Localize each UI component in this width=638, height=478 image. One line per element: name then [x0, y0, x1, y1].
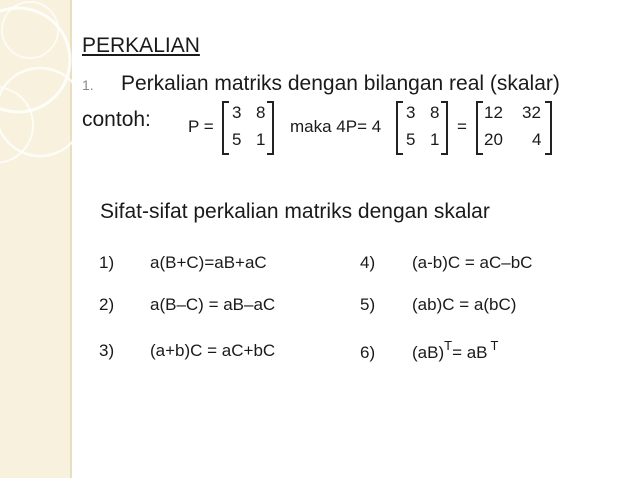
decorative-swirl-graphic — [0, 0, 72, 478]
property-number: 2) — [99, 295, 115, 314]
property-formula — [412, 338, 499, 363]
slide-title: PERKALIAN — [82, 34, 200, 57]
matrix-cell: 4 — [532, 130, 542, 149]
matrix-cell: 20 — [484, 130, 503, 149]
matrix-cell: 3 — [232, 103, 242, 122]
property-formula: (ab)C = a(bC) — [412, 295, 517, 314]
list-number: 1. — [82, 77, 94, 93]
list-item-text: Perkalian matriks dengan bilangan real (skalar) — [121, 72, 560, 95]
matrix-cell: 32 — [522, 103, 541, 122]
property-formula: (a-b)C = aC–bC — [412, 253, 533, 272]
transpose-superscript: T — [490, 338, 499, 353]
matrix-cell: 1 — [256, 130, 266, 149]
matrix-result — [476, 101, 552, 153]
property-number: 6) — [360, 343, 376, 362]
matrix-p-again — [396, 101, 448, 153]
matrix-cell: 8 — [256, 103, 266, 122]
formula-equals: = aB — [452, 343, 488, 362]
decorative-side-panel — [0, 0, 72, 478]
p-equals-label: P = — [188, 117, 214, 136]
matrix-cell: 1 — [430, 130, 440, 149]
property-formula: a(B–C) = aB–aC — [150, 295, 276, 314]
property-formula: (a+b)C = aC+bC — [150, 341, 276, 360]
properties-subtitle: Sifat-sifat perkalian matriks dengan skalar — [100, 200, 490, 223]
equals-sign: = — [457, 117, 467, 136]
matrix-cell: 8 — [430, 103, 440, 122]
matrix-cell: 12 — [484, 103, 503, 122]
matrix-cell: 5 — [406, 130, 416, 149]
maka-label: maka 4P= 4 — [290, 117, 382, 136]
property-number: 5) — [360, 295, 376, 314]
property-number: 3) — [99, 341, 115, 360]
matrix-cell: 3 — [406, 103, 416, 122]
transpose-superscript: T — [444, 338, 453, 353]
matrix-p — [222, 101, 274, 153]
matrix-cell: 5 — [232, 130, 242, 149]
property-number: 1) — [99, 253, 115, 272]
example-label: contoh: — [82, 108, 151, 131]
property-formula: a(B+C)=aB+aC — [150, 253, 267, 272]
formula-base: (aB) — [412, 343, 445, 362]
property-number: 4) — [360, 253, 376, 272]
